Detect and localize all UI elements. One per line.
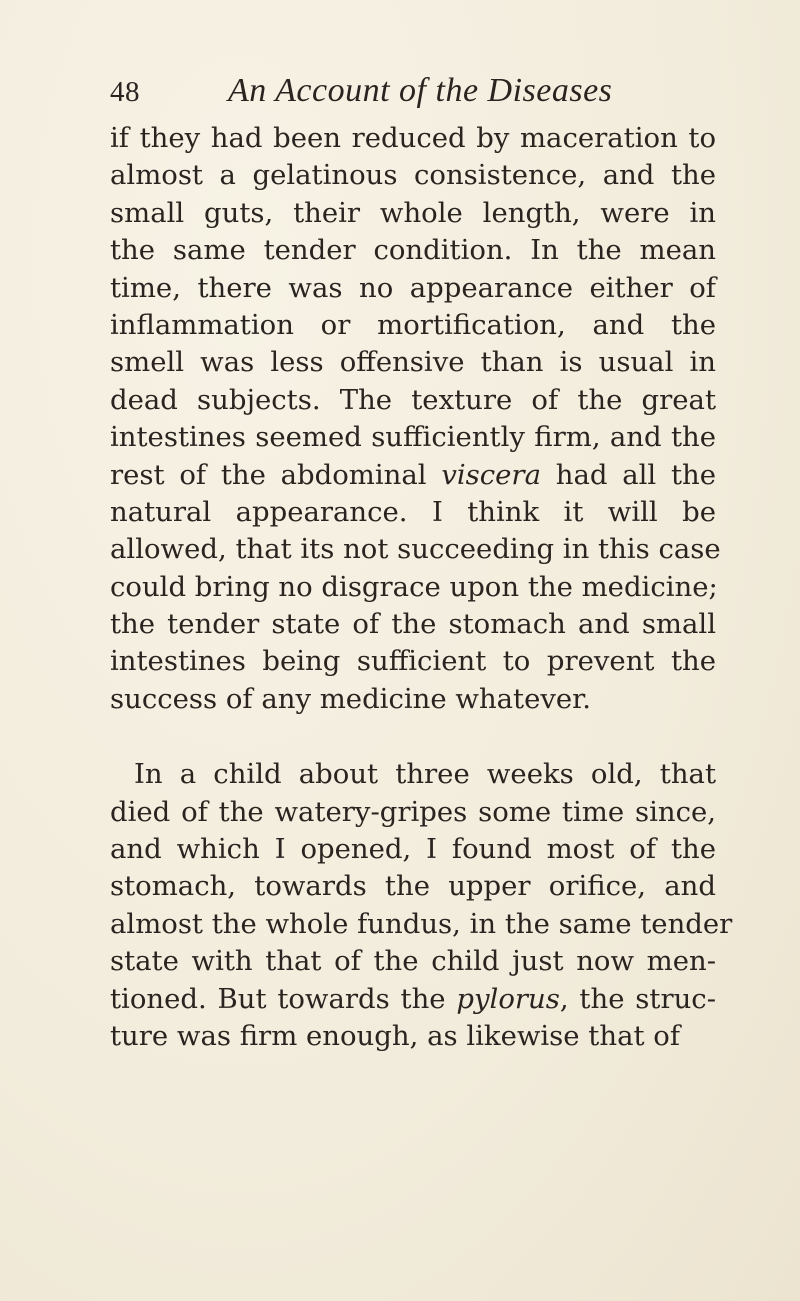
text-line: dead subjects. The texture of the great	[110, 383, 716, 416]
page-number: 48	[110, 76, 140, 108]
text-line: died of the watery-gripes some time since,	[110, 795, 716, 828]
paragraph-gap	[110, 718, 716, 756]
italic-term: viscera	[441, 458, 541, 491]
text-line: state with that of the child just now men-	[110, 945, 716, 978]
text-line: and which I opened, I found most of the	[110, 833, 716, 866]
text-segment: , the struc-	[559, 982, 716, 1015]
text-line: natural appearance. I think it will be	[110, 495, 716, 528]
text-segment: had all the	[540, 458, 716, 491]
text-line: success of any medicine whatever.	[110, 682, 592, 715]
body-text	[110, 120, 733, 1055]
running-title: An Account of the Diseases	[228, 72, 613, 109]
text-segment: tioned. But towards the	[110, 982, 457, 1015]
text-line: inflammation or mortification, and the	[110, 308, 716, 341]
text-line: if they had been reduced by maceration to	[110, 122, 716, 154]
text-line: time, there was no appearance either of	[110, 271, 716, 304]
text-line: could bring no disgrace upon the medicine;	[110, 570, 718, 603]
paragraph-1	[110, 120, 721, 718]
text-segment: rest of the abdominal	[110, 458, 442, 491]
text-line: ture was firm enough, as likewise that of	[110, 1019, 680, 1052]
running-head	[108, 72, 728, 112]
text-line: intestines being sufficient to prevent the	[110, 645, 716, 678]
text-line	[110, 457, 716, 494]
text-line: allowed, that its not succeeding in this case	[110, 533, 721, 566]
text-line: In a child about three weeks old, that	[134, 758, 716, 791]
text-line: small guts, their whole length, were in	[110, 196, 716, 229]
text-line: the tender state of the stomach and small	[110, 608, 716, 641]
text-line: stomach, towards the upper orifice, and	[110, 870, 716, 903]
text-line: intestines seemed sufficiently firm, and the	[110, 421, 716, 454]
text-line	[110, 981, 716, 1018]
text-line: the same tender condition. In the mean	[110, 234, 716, 267]
text-line: smell was less offensive than is usual in	[110, 346, 716, 379]
text-line: almost a gelatinous consistence, and the	[110, 159, 716, 192]
paragraph-2	[110, 756, 733, 1055]
text-line: almost the whole fundus, in the same tender	[110, 907, 733, 940]
italic-term: pylorus	[456, 982, 560, 1015]
